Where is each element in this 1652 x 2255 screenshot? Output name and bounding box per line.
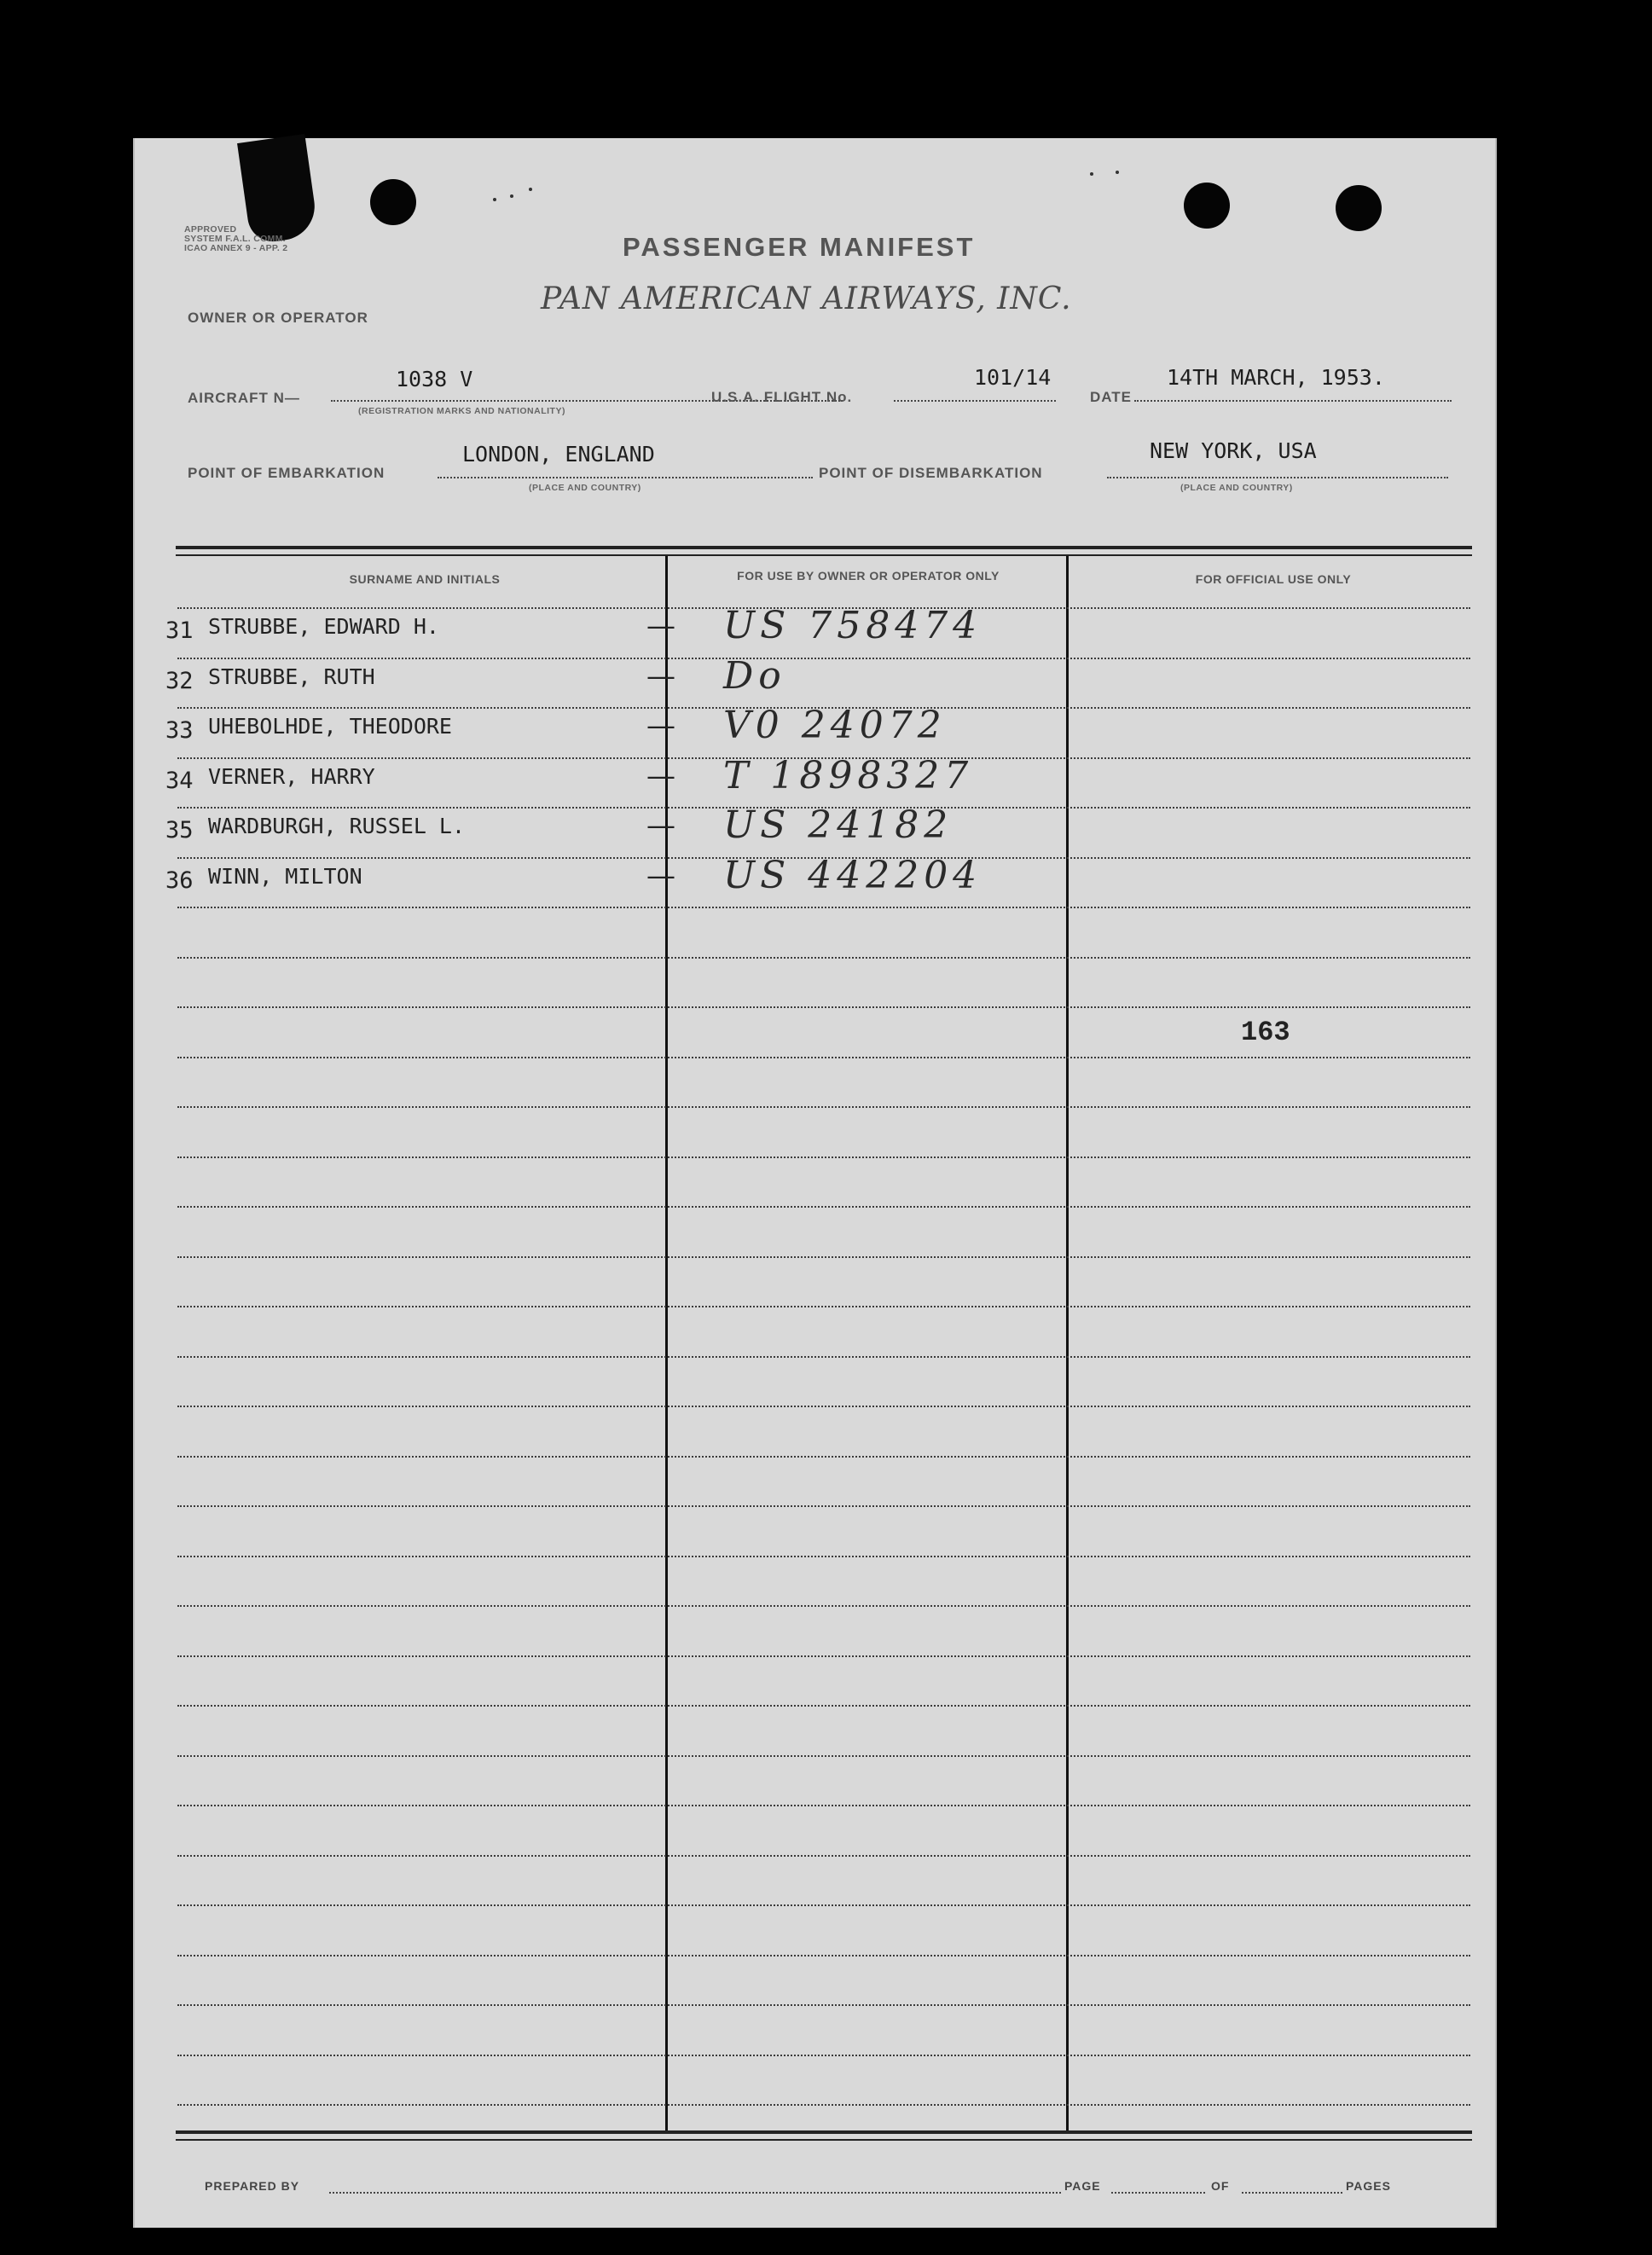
- row-number: 35: [165, 817, 194, 843]
- punch-hole-2: [1184, 183, 1230, 229]
- ruled-line: [177, 1106, 1470, 1108]
- prepared-by-label: PREPARED BY: [205, 2179, 300, 2193]
- passport-ref: V0 24072: [723, 704, 947, 747]
- passport-ref: US 24182: [723, 803, 954, 847]
- date-label: DATE: [1090, 389, 1133, 405]
- company-name: PAN AMERICAN AIRWAYS, INC.: [541, 281, 1072, 316]
- ruled-line: [177, 957, 1470, 959]
- ruled-line: [177, 1456, 1470, 1458]
- date-value: 14TH MARCH, 1953.: [1167, 365, 1385, 390]
- disembark-value: NEW YORK, USA: [1150, 438, 1317, 463]
- row-number: 32: [165, 667, 194, 694]
- row-number: 34: [165, 767, 194, 794]
- row-number: 31: [165, 617, 194, 644]
- embark-label: POINT OF EMBARKATION: [188, 465, 385, 481]
- ruled-line: [177, 1006, 1470, 1008]
- tick-mark: —: [646, 709, 675, 743]
- ruled-line: [177, 1556, 1470, 1557]
- approval-note: APPROVED SYSTEM F.A.L. COMM. ICAO ANNEX 9 - APP. 2: [184, 224, 288, 253]
- ruled-line: [177, 658, 1470, 659]
- header-owner-use: FOR USE BY OWNER OR OPERATOR ONLY: [737, 569, 1000, 583]
- aircraft-sub: (REGISTRATION MARKS AND NATIONALITY): [358, 406, 565, 416]
- row-number: 36: [165, 867, 194, 894]
- header-surname: SURNAME AND INITIALS: [349, 572, 501, 586]
- passenger-name: STRUBBE, RUTH: [208, 664, 375, 689]
- tick-mark: —: [646, 758, 675, 793]
- passenger-name: VERNER, HARRY: [208, 763, 375, 789]
- ruled-line: [177, 1206, 1470, 1208]
- disembark-label: POINT OF DISEMBARKATION: [819, 465, 1043, 481]
- page-label: PAGE: [1064, 2179, 1101, 2193]
- tick-mark: —: [646, 858, 675, 893]
- form-title: PASSENGER MANIFEST: [623, 232, 976, 262]
- tick-mark: —: [646, 658, 675, 693]
- punch-hole-3: [1336, 185, 1382, 231]
- passenger-name: UHEBOLHDE, THEODORE: [208, 714, 452, 739]
- passport-ref: T 1898327: [723, 753, 974, 797]
- passport-ref: US 442204: [723, 853, 983, 897]
- passport-ref: US 758474: [723, 604, 983, 647]
- ruled-line: [177, 1655, 1470, 1657]
- ruled-line: [177, 1406, 1470, 1407]
- page-stamp: 163: [1241, 1017, 1290, 1048]
- owner-label: OWNER OR OPERATOR: [188, 310, 368, 326]
- ruled-line: [177, 1955, 1470, 1956]
- ruled-line: [177, 2055, 1470, 2056]
- tick-mark: —: [646, 609, 675, 643]
- ruled-line: [177, 1256, 1470, 1258]
- ruled-line: [177, 1057, 1470, 1058]
- ruled-line: [177, 907, 1470, 908]
- ruled-line: [177, 1605, 1470, 1607]
- ruled-line: [177, 1306, 1470, 1307]
- flight-label: U.S.A. FLIGHT No.: [711, 389, 853, 405]
- passenger-name: WARDBURGH, RUSSEL L.: [208, 814, 466, 838]
- ruled-line: [177, 1156, 1470, 1158]
- ruled-line: [177, 1356, 1470, 1358]
- pages-label: PAGES: [1346, 2179, 1391, 2193]
- flight-value: 101/14: [974, 365, 1052, 390]
- ruled-line: [177, 2004, 1470, 2006]
- embark-value: LONDON, ENGLAND: [462, 442, 655, 467]
- ruled-line: [177, 1755, 1470, 1757]
- ruled-line: [177, 1705, 1470, 1707]
- ruled-line: [177, 1805, 1470, 1806]
- disembark-sub: (PLACE AND COUNTRY): [1180, 483, 1293, 493]
- header-official-use: FOR OFFICIAL USE ONLY: [1195, 572, 1352, 586]
- ruled-line: [177, 2104, 1470, 2106]
- ruled-line: [177, 1904, 1470, 1906]
- passenger-name: STRUBBE, EDWARD H.: [208, 614, 439, 639]
- aircraft-value: 1038 V: [396, 367, 473, 391]
- row-number: 33: [165, 717, 194, 744]
- passport-ref: Do: [723, 653, 786, 698]
- aircraft-label: AIRCRAFT N—: [188, 390, 300, 406]
- manifest-sheet: [133, 138, 1497, 2228]
- passenger-name: WINN, MILTON: [208, 863, 362, 889]
- ruled-line: [177, 1505, 1470, 1507]
- ruled-line: [177, 1855, 1470, 1857]
- punch-hole-1: [370, 179, 416, 225]
- of-label: OF: [1211, 2179, 1230, 2193]
- embark-sub: (PLACE AND COUNTRY): [529, 483, 641, 493]
- tick-mark: —: [646, 809, 675, 843]
